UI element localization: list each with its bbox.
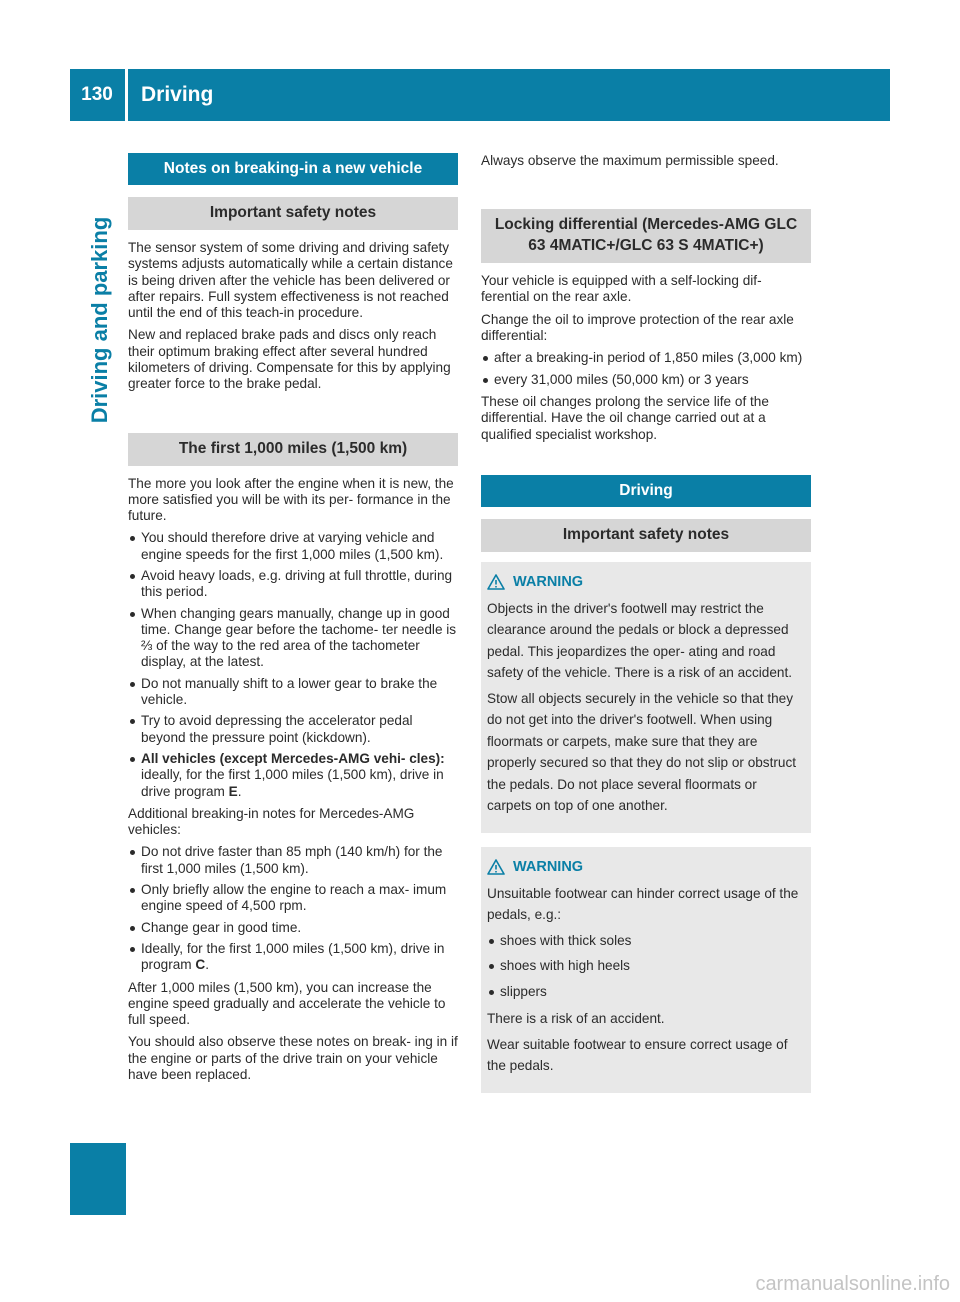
list-item: Only briefly allow the engine to reach a max- imum engine speed of 4,500 rpm. <box>128 882 458 915</box>
warning-header <box>487 574 803 590</box>
warning-text: Stow all objects securely in the vehicle so that they do not get into the driver's footwell. When using floormats or carpets, make sure that they are properly secured so that they do not slip or obstruct the pedals. Do not place several floormats or carpets on top of one another. <box>487 690 797 814</box>
header-divider <box>125 69 128 121</box>
subsection-title-safety: Important safety notes <box>128 197 458 230</box>
bullet-list <box>128 530 458 799</box>
list-item: Do not drive faster than 85 mph (140 km/h) for the first 1,000 miles (1,500 km). <box>128 844 458 877</box>
side-tab-label: Driving and parking <box>87 216 112 424</box>
drive-program-c: C <box>195 957 206 973</box>
paragraph: Change the oil to improve protection of the rear axle differential: <box>481 311 794 344</box>
list-item-text: ideally, for the first 1,000 miles (1,500 km), drive in drive program <box>141 767 444 799</box>
list-item: every 31,000 miles (50,000 km) or 3 years <box>481 372 811 388</box>
list-item: shoes with thick soles <box>487 930 803 952</box>
list-item-end: . <box>205 957 210 973</box>
paragraph: The more you look after the engine when it is new, the more satisfied you will be with its per- formance in the future. <box>128 475 454 524</box>
warning-text: Objects in the driver's footwell may restrict the clearance around the pedals or block a depressed pedal. This jeopardizes the oper- ating and road safety of the vehicle. There is a risk of an accident. <box>487 600 793 681</box>
list-item: Do not manually shift to a lower gear to brake the vehicle. <box>128 676 458 709</box>
right-column <box>481 153 811 1107</box>
list-item-bold: All vehicles (except Mercedes-AMG vehi- cles): <box>141 750 445 766</box>
subsection-title-safety: Important safety notes <box>481 519 811 552</box>
warning-triangle-icon <box>487 859 505 875</box>
warning-triangle-icon <box>487 574 505 590</box>
list-item: slippers <box>487 981 803 1003</box>
section-title-breaking-in: Notes on breaking-in a new vehicle <box>128 153 458 185</box>
list-item: shoes with high heels <box>487 955 803 977</box>
side-tab-marker <box>70 1143 126 1215</box>
watermark: carmanualsonline.info <box>755 1273 950 1295</box>
list-item: You should therefore drive at varying vehicle and engine speeds for the first 1,000 miles (1,500 km). <box>128 530 458 563</box>
warning-text: There is a risk of an accident. <box>487 1011 665 1027</box>
bullet-list <box>487 930 803 1003</box>
paragraph: The sensor system of some driving and driving safety systems adjusts automatically while a certain distance is being driven after the vehicle has been delivered or after repairs. Full system effectiveness is not reached until the end of this teach-in procedure. <box>128 239 453 321</box>
paragraph: You should also observe these notes on break- ing in if the engine or parts of the drive train on your vehicle have been replaced. <box>128 1034 458 1083</box>
list-item: Try to avoid depressing the accelerator pedal beyond the pressure point (kickdown). <box>128 713 458 746</box>
list-item-text: Ideally, for the first 1,000 miles (1,500 km), drive in program <box>141 940 445 973</box>
list-item: Avoid heavy loads, e.g. driving at full throttle, during this period. <box>128 568 458 601</box>
paragraph: These oil changes prolong the service life of the differential. Have the oil change carried out at a qualified specialist workshop. <box>481 393 769 442</box>
bullet-list <box>481 350 811 388</box>
paragraph: Always observe the maximum permissible speed. <box>481 153 779 168</box>
list-item: When changing gears manually, change up in good time. Change gear before the tachome- ter needle is ⅔ of the way to the red area of the tachometer display, at the latest. <box>128 606 458 671</box>
subsection-title-locking-differential: Locking differential (Mercedes-AMG GLC 63 4MATIC+/GLC 63 S 4MATIC+) <box>481 209 811 263</box>
warning-text: Unsuitable footwear can hinder correct usage of the pedals, e.g.: <box>487 885 799 923</box>
paragraph: After 1,000 miles (1,500 km), you can increase the engine speed gradually and accelerate the vehicle to full speed. <box>128 979 446 1028</box>
paragraph: Your vehicle is equipped with a self-locking dif- ferential on the rear axle. <box>481 273 762 305</box>
list-item <box>128 941 458 974</box>
bullet-list-amg <box>128 844 458 973</box>
drive-program-e: E <box>228 783 238 799</box>
warning-label: WARNING <box>513 573 584 590</box>
warning-label: WARNING <box>513 858 584 875</box>
subsection-title-first-miles: The first 1,000 miles (1,500 km) <box>128 433 458 466</box>
warning-box-footwell <box>481 562 811 833</box>
paragraph: Additional breaking-in notes for Mercedes-AMG vehicles: <box>128 805 415 838</box>
list-item <box>128 751 458 800</box>
paragraph: New and replaced brake pads and discs only reach their optimum braking effect after several hundred kilometers of driving. Compensate for this by applying greater force to the brake pedal. <box>128 327 451 392</box>
section-title-driving: Driving <box>481 475 811 507</box>
list-item-end: . <box>237 783 242 799</box>
warning-box-footwear <box>481 847 811 1093</box>
page-number: 130 <box>81 84 113 105</box>
warning-header <box>487 859 803 875</box>
left-column <box>128 153 458 1089</box>
list-item: after a breaking-in period of 1,850 miles (3,000 km) <box>481 350 811 366</box>
warning-text: Wear suitable footwear to ensure correct usage of the pedals. <box>487 1036 788 1074</box>
list-item: Change gear in good time. <box>128 920 458 936</box>
chapter-title: Driving <box>141 83 214 106</box>
